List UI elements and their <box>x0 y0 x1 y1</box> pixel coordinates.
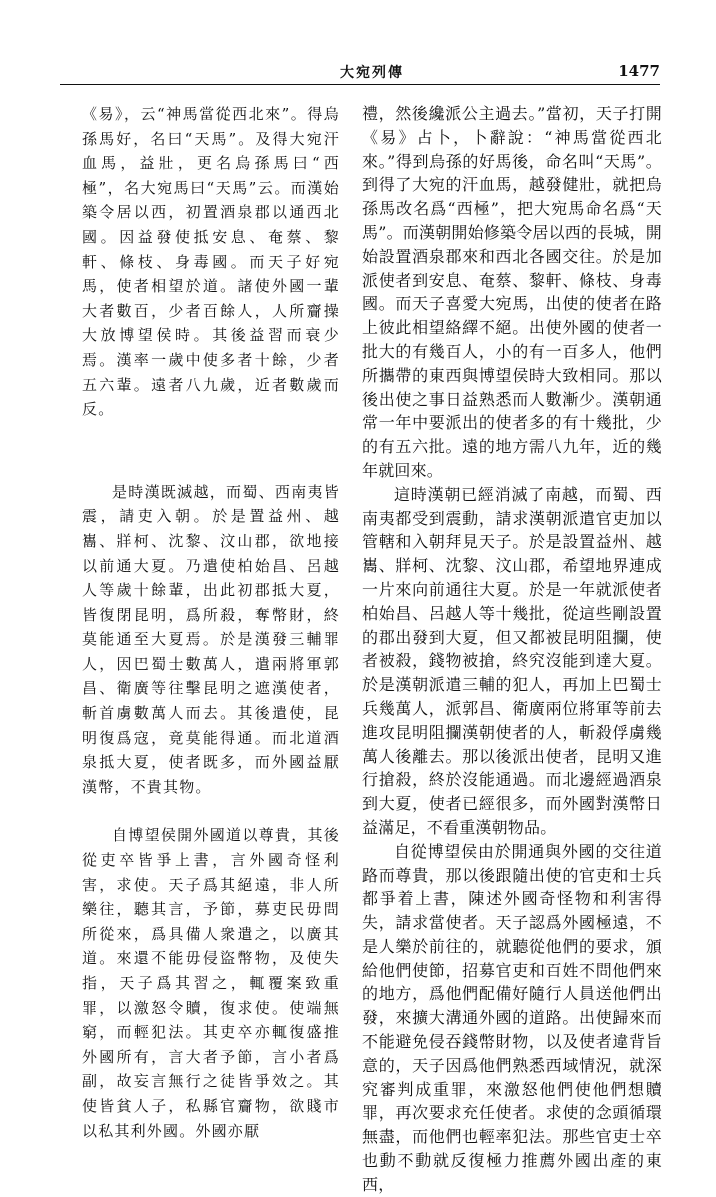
paragraph-gap <box>82 422 340 480</box>
left-paragraph-1: 《易》，云“神馬當從西北來”。得烏孫馬好，名曰“天馬”。及得大宛汗血馬，益壯，更名烏孫馬曰“西極”，名大宛馬曰“天馬”云。而漢始築令居以西，初置酒泉郡以通西北國。因益發使抵安息、奄蔡、黎軒、條枝、身毒國。而天子好宛馬，使者相望於道。諸使外國一輩大者數百，少者百餘人，人所齎操大放博望侯時。其後益習而衰少焉。漢率一歲中使多者十餘，少者五六輩。遠者八九歲，近者數歲而反。 <box>82 105 340 419</box>
page-number: 1477 <box>618 62 660 80</box>
right-paragraph-1: 禮，然後纔派公主過去。”當初，天子打開《易》占卜，卜辭說：“神馬當從西北來。”得到烏孫的好馬後，命名叫“天馬”。到得了大宛的汗血馬，越發健壯，就把烏孫馬改名爲“西極”，把大宛馬命名爲“天馬”。而漢朝開始修築令居以西的長城，開始設置酒泉郡來和西北各國交往。於是加派使者到安息、奄蔡、黎軒、條枝、身毒國。而天子喜愛大宛馬，出使的使者在路上彼此相望絡繹不絕。出使外國的使者一批大的有幾百人，小的有一百多人，他們所攜帶的東西與博望侯時大致相同。那以後出使之事日益熟悉而人數漸少。漢朝通常一年中要派出的使者多的有十幾批，少的有五六批。遠的地方需八九年，近的幾年就回來。 <box>362 104 662 480</box>
right-paragraph-3: 自從博望侯由於開通與外國的交往道路而尊貴，那以後跟隨出使的官吏和士兵都爭着上書，陳述外國奇怪物和利害得失，請求當使者。天子認爲外國極遠，不是人樂於前往的，就聽從他們的要求，頒給他們使節，招募官吏和百姓不問他們來的地方，爲他們配備好隨行人員送他們出發，來擴大溝通外國的道路。出使歸來而不能避免侵吞錢幣財物，以及使者違背旨意的，天子因爲他們熟悉西域情況，就深究審判成重罪，來激怒他們使他們想贖罪，再次要求充任使者。求使的念頭循環無盡，而他們也輕率犯法。那些官吏士卒也動不動就反復極力推薦外國出產的東西， <box>362 841 662 1194</box>
running-title: 大宛列傳 <box>340 65 404 81</box>
header-rule <box>60 84 660 85</box>
page-header <box>60 62 660 86</box>
left-paragraph-3: 自博望侯開外國道以尊貴，其後從吏卒皆爭上書，言外國奇怪利害，求使。天子爲其絕遠，非人所樂往，聽其言，予節，募吏民毋問所從來，爲具備人衆遣之，以廣其道。來還不能毋侵盜幣物，及使失指，天子爲其習之，輒覆案致重罪，以激怒令贖，復求使。使端無窮，而輕犯法。其吏卒亦輒復盛推外國所有，言大者予節，言小者爲副，故妄言無行之徒皆爭效之。其使皆貧人子，私縣官齎物，欲賤市以私其利外國。外國亦厭 <box>82 826 340 1140</box>
left-column-classical-text <box>82 102 340 1143</box>
paragraph-gap <box>82 799 340 823</box>
right-paragraph-2: 這時漢朝已經消滅了南越，而蜀、西南夷都受到震動，請求漢朝派遣官吏加以管轄和入朝拜見天子。於是設置益州、越巂、牂柯、沈黎、汶山郡，希望地界連成一片來向前通往大夏。於是一年就派使者柏始昌、呂越人等十幾批，從這些剛設置的郡出發到大夏，但又都被昆明阻攔，使者被殺，錢物被搶，終究沒能到達大夏。於是漢朝派遣三輔的犯人，再加上巴蜀士兵幾萬人，派郭昌、衛廣兩位將軍等前去進攻昆明阻攔漢朝使者的人，斬殺俘虜幾萬人後離去。那以後派出使者，昆明又進行搶殺，終於沒能通過。而北邊經過酒泉到大夏，使者已經很多，而外國對漢幣日益滿足，不看重漢朝物品。 <box>362 484 662 837</box>
right-column-translation <box>362 102 662 1197</box>
left-paragraph-2: 是時漢既滅越，而蜀、西南夷皆震，請吏入朝。於是置益州、越巂、牂柯、沈黎、汶山郡，欲地接以前通大夏。乃遣使柏始昌、呂越人等歲十餘輩，出此初郡抵大夏，皆復閉昆明，爲所殺，奪幣財，終莫能通至大夏焉。於是漢發三輔罪人，因巴蜀士數萬人，遣兩將軍郭昌、衛廣等往擊昆明之遮漢使者，斬首虜數萬人而去。其後遣使，昆明復爲寇，竟莫能得通。而北道酒泉抵大夏，使者既多，而外國益厭漢幣，不貴其物。 <box>82 482 340 796</box>
